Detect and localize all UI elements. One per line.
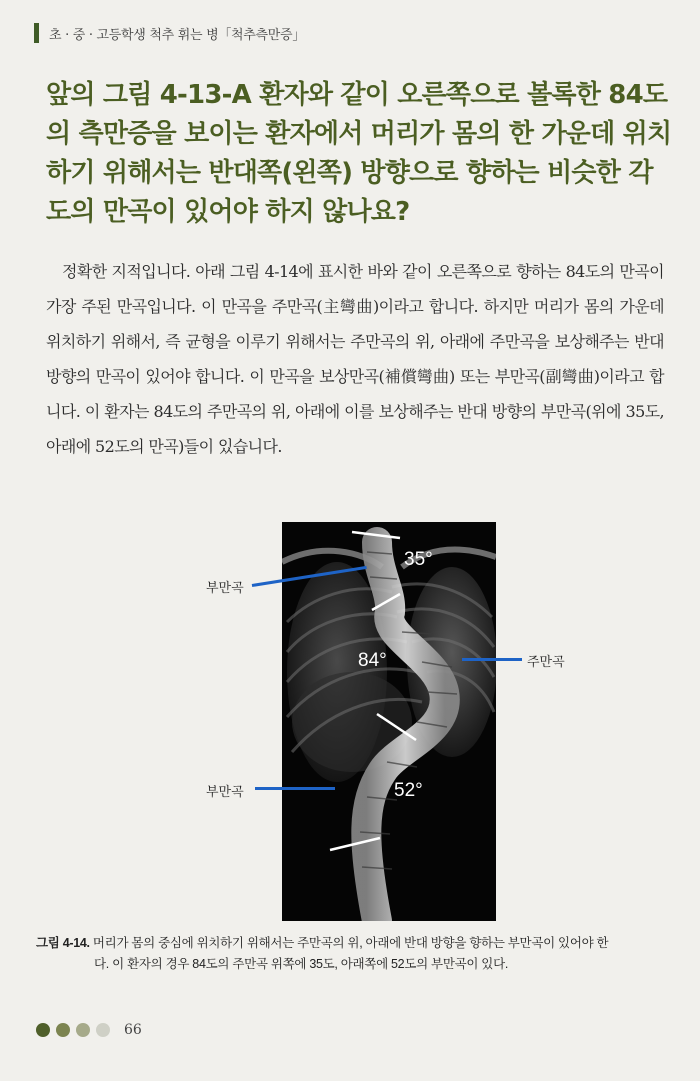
upper-curve-angle: 35° xyxy=(404,549,433,570)
xray-illustration xyxy=(282,522,496,921)
spine-xray-image xyxy=(282,522,496,921)
caption-line-1: 머리가 몸의 중심에 위치하기 위해서는 주만곡의 위, 아래에 반대 방향을 향하는 부만곡이 있어야 한 xyxy=(89,936,609,950)
footer-dot-2 xyxy=(56,1023,70,1037)
page-number: 66 xyxy=(124,1022,142,1038)
lower-minor-curve-label: 부만곡 xyxy=(206,784,244,799)
footer-dot-1 xyxy=(36,1023,50,1037)
answer-paragraph: 정확한 지적입니다. 아래 그림 4-14에 표시한 바와 같이 오른쪽으로 향하는 84도의 만곡이 가장 주된 만곡입니다. 이 만곡을 주만곡(主彎曲)이라고 합니다. 하지만 머리가 몸의 가운데 위치하기 위해서, 즉 균형을 이루기 위해서는 주만곡의 위, 아래에 주만곡을 보상해주는 반대 방향의 만곡이 있어야 합니다. 이 만곡을 보상만곡(補償彎曲) 또는 부만곡(副彎曲)이라고 합니다. 이 환자는 84도의 주만곡의 위, 아래에 이를 보상해주는 반대 방향의 부만곡(위에 35도, 아래에 52도의 만곡)들이 있습니다. xyxy=(46,262,664,456)
major-curve-label: 주만곡 xyxy=(527,654,565,669)
major-curve-pointer xyxy=(462,658,522,661)
running-title: 초 · 중 · 고등학생 척추 휘는 병「척추측만증」 xyxy=(49,27,306,43)
running-header xyxy=(34,22,305,44)
lower-curve-angle: 52° xyxy=(394,780,423,801)
caption-line-2: 다. 이 환자의 경우 84도의 주만곡 위쪽에 35도, 아래쪽에 52도의 부만곡이 있다. xyxy=(94,957,509,971)
figure-caption xyxy=(36,933,668,975)
page-footer xyxy=(36,1022,142,1038)
footer-dot-4 xyxy=(96,1023,110,1037)
question-heading: 앞의 그림 4-13-A 환자와 같이 오른쪽으로 볼록한 84도의 측만증을 보이는 환자에서 머리가 몸의 한 가운데 위치하기 위해서는 반대쪽(왼쪽) 방향으로 향하는 비슷한 각도의 만곡이 있어야 하지 않나요? xyxy=(46,80,672,227)
caption-title: 그림 4-14. xyxy=(36,936,90,950)
major-curve-angle: 84° xyxy=(358,650,387,671)
header-accent-bar xyxy=(34,23,39,43)
footer-dot-3 xyxy=(76,1023,90,1037)
lower-minor-curve-pointer xyxy=(255,787,335,790)
upper-minor-curve-label: 부만곡 xyxy=(206,580,244,595)
